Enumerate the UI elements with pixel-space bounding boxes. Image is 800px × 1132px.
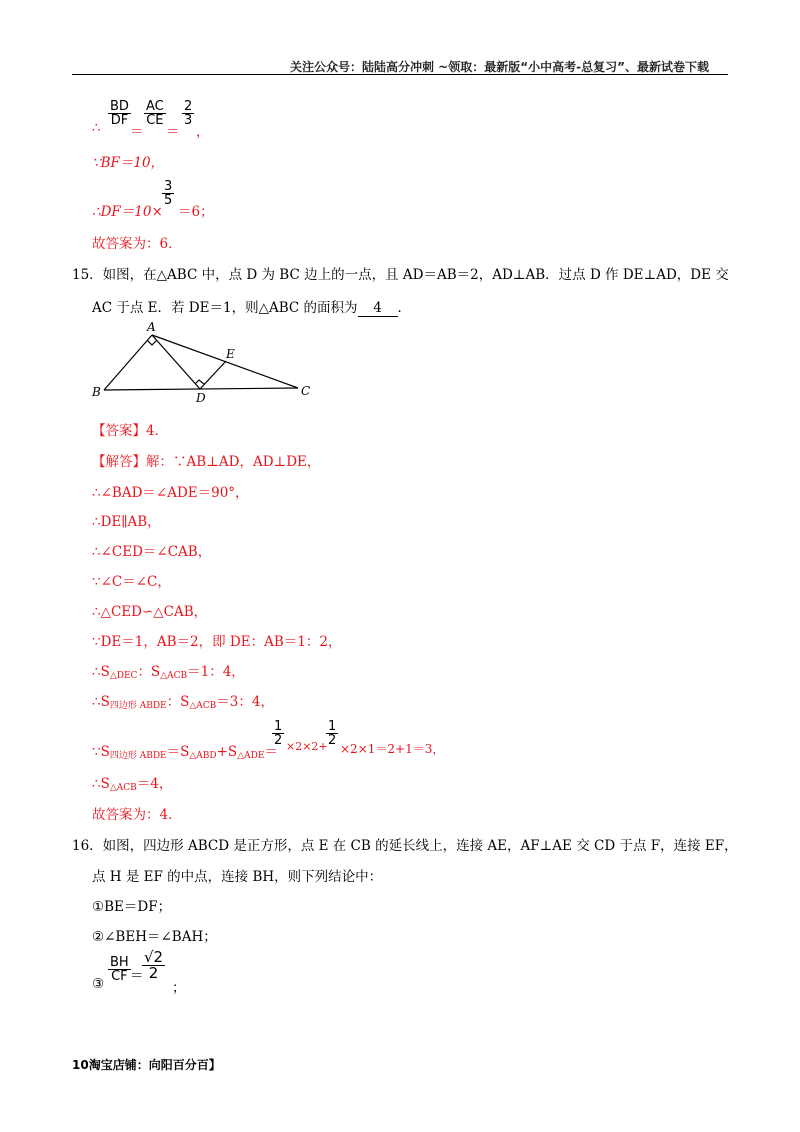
fraction-2-3 [182, 100, 194, 127]
subscript: △ABD [189, 751, 217, 761]
option-marker: ③ [92, 976, 105, 992]
fraction-denominator: 2 [148, 964, 159, 982]
q15-area-ratio-1 [92, 660, 245, 681]
q15-triangle-figure [86, 318, 326, 408]
comma: ， [196, 124, 210, 140]
subscript: 四边形 ABDE [109, 701, 167, 711]
fraction-sqrt2-2 [142, 950, 165, 981]
fraction-denominator: CE [146, 113, 164, 128]
fraction-bd-df [108, 100, 131, 127]
subscript: △ACB [109, 783, 137, 793]
fraction-denominator: 3 [184, 113, 193, 128]
right-angle-mark-d [195, 380, 204, 384]
page-footer: 10淘宝店铺：向阳百分百】 [72, 1058, 221, 1072]
fraction-denominator: 5 [164, 193, 173, 208]
fraction-denominator: 2 [274, 733, 283, 748]
q15-sol-3: ∴∠CED＝∠CAB， [92, 544, 212, 560]
equals-sign: ＝ [130, 968, 144, 984]
fraction-numerator: AC [146, 99, 164, 114]
fraction-1-2 [272, 720, 284, 747]
text: ：S [166, 694, 190, 710]
q16-option-1: ①BE＝DF； [92, 899, 172, 915]
q15-sol-5: ∴△CED∽△CAB， [92, 604, 208, 620]
q15-final-answer: 故答案为：4． [92, 807, 182, 823]
text: ×2×2+ [286, 740, 328, 753]
q15-sol-6: ∵DE＝1，AB＝2，即 DE：AB＝1：2， [92, 634, 342, 650]
q15-line1: 15．如图，在△ABC 中，点 D 为 BC 边上的一点，且 AD＝AB＝2，AD⊥AB．过点 D 作 DE⊥AD，DE 交 [72, 267, 729, 283]
q16-line2: 点 H 是 EF 的中点，连接 BH，则下列结论中： [92, 869, 383, 885]
fraction-numerator: 1 [328, 719, 337, 734]
q15-sol-0: 【解答】解：∵AB⊥AD，AD⊥DE， [92, 454, 321, 470]
fraction-numerator: 1 [274, 719, 283, 734]
subscript: △ACB [160, 671, 188, 681]
right-angle-mark-a [147, 340, 157, 345]
fraction-denominator: DF [110, 113, 129, 128]
q15-period: ． [397, 300, 411, 316]
q16-option-2: ②∠BEH＝∠BAH； [92, 929, 217, 945]
segment-ab [104, 335, 152, 390]
text: ＝1：4， [187, 664, 245, 680]
q15-sol-1: ∴∠BAD＝∠ADE＝90°， [92, 485, 249, 501]
text: ∴S [92, 664, 110, 680]
q15-sol-2: ∴DE∥AB， [92, 514, 161, 530]
text: ：S [137, 664, 161, 680]
text: +S [216, 744, 238, 760]
subscript: △ACB [189, 701, 217, 711]
df-prefix: ∴DF＝10× [92, 204, 163, 220]
bf-line: ∵BF＝10， [92, 155, 165, 171]
text: ＝4， [136, 776, 173, 792]
fraction-numerator: BH [110, 955, 129, 970]
subscript: 四边形 ABDE [109, 751, 167, 761]
text: ＝3：4， [216, 694, 274, 710]
label-a: A [147, 320, 156, 334]
q15-blank: 4 [358, 300, 398, 317]
df-suffix: ＝6； [178, 204, 214, 220]
q16-line1: 16．如图，四边形 ABCD 是正方形，点 E 在 CB 的延长线上，连接 AE，AF⊥AE 交 CD 于点 F，连接 EF， [72, 838, 738, 854]
fraction-denominator: 2 [328, 733, 337, 748]
fraction-numerator: BD [110, 99, 129, 114]
text: ＝S [166, 744, 190, 760]
label-b: B [92, 385, 101, 399]
text: ∴S [92, 694, 110, 710]
fraction-numerator: √2 [144, 948, 164, 966]
subscript: △DEC [109, 671, 138, 681]
text: ∴S [92, 776, 110, 792]
q15-text: AC 于点 E．若 DE＝1，则△ABC 的面积为 [92, 300, 358, 316]
q15-line2 [92, 296, 411, 317]
therefore-symbol: ∴ [92, 120, 101, 136]
text: ＝ [264, 744, 278, 760]
fraction-1-2 [326, 720, 338, 747]
page-header: 关注公众号：陆陆高分冲刺 ~领取：最新版“小中高考-总复习”、最新试卷下载 [290, 60, 709, 74]
fraction-3-5 [162, 180, 174, 207]
q15-sol-4: ∵∠C＝∠C， [92, 574, 171, 590]
label-d: D [196, 391, 206, 405]
text: ∵S [92, 744, 110, 760]
semicolon: ； [172, 980, 186, 996]
q15-area-result [92, 772, 172, 793]
label-c: C [301, 384, 311, 398]
fraction-numerator: 3 [164, 179, 173, 194]
equals-sign: ＝ [130, 124, 144, 140]
fraction-denominator: CF [111, 969, 128, 984]
label-e: E [226, 347, 235, 361]
equals-sign: ＝ [166, 124, 180, 140]
segment-de [200, 361, 226, 389]
q15-area-ratio-2 [92, 690, 274, 711]
header-rule [72, 74, 728, 75]
fraction-bh-cf [108, 956, 131, 983]
fraction-ac-ce [144, 100, 166, 127]
answer-14: 故答案为：6． [92, 236, 182, 252]
q15-answer: 【答案】4． [92, 423, 169, 439]
fraction-numerator: 2 [184, 99, 193, 114]
subscript: △ADE [237, 751, 265, 761]
text: ×2×1＝2+1＝3， [340, 742, 445, 756]
